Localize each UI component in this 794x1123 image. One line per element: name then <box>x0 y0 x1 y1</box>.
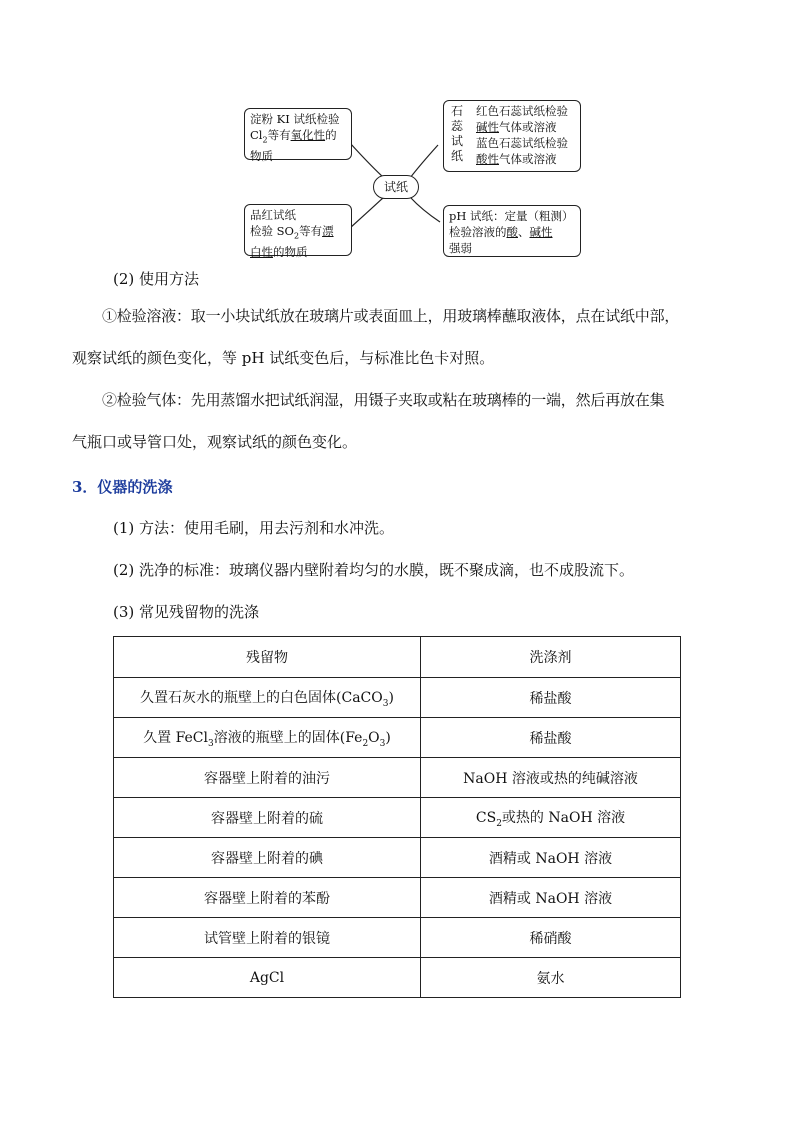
usage-item1-line2: 观察试纸的颜色变化，等 pH 试纸变色后，与标准比色卡对照。 <box>72 349 495 367</box>
box-oxidizing-line3: 物质 <box>250 149 273 164</box>
usage-item2-line1: ②检验气体：先用蒸馏水把试纸润湿，用镊子夹取或粘在玻璃棒的一端，然后再放在集 <box>102 391 665 409</box>
text: 或热的 NaOH 溶液 <box>501 809 626 826</box>
sub: 2 <box>496 818 502 829</box>
underlined-text: 碱性 <box>476 120 499 134</box>
table-row <box>114 958 681 998</box>
table-row <box>114 918 681 958</box>
box-oxidizing <box>244 108 352 164</box>
box-bleaching-line2 <box>250 223 346 244</box>
residue-cell: 容器壁上附着的油污 <box>114 758 421 798</box>
text: 、 <box>518 225 530 239</box>
text: 久置 FeCl <box>143 729 208 746</box>
residue-cell: AgCl <box>114 958 421 998</box>
usage-title: (2) 使用方法 <box>113 270 200 288</box>
header-residue: 残留物 <box>114 637 421 678</box>
table-row <box>114 718 681 758</box>
text: ) <box>388 689 394 706</box>
sub: 2 <box>362 738 369 749</box>
ph-line2 <box>449 224 575 240</box>
sub: 2 <box>293 231 300 241</box>
washing-common: (3) 常见残留物的洗涤 <box>113 603 260 621</box>
text: ) <box>385 729 391 746</box>
agent-cell: 酒精或 NaOH 溶液 <box>421 838 681 878</box>
text: 气体或溶液 <box>499 120 557 134</box>
ph-line1: pH 试纸：定量（粗测） <box>449 209 574 223</box>
text: 溶液的瓶壁上的固体(Fe <box>213 729 363 746</box>
underlined-text: 酸性 <box>476 152 499 166</box>
box-oxidizing-line1: 淀粉 KI 试纸检验 <box>250 112 340 126</box>
text: CS <box>475 809 497 826</box>
ph-line3: 强弱 <box>449 241 472 255</box>
washing-method: (1) 方法：使用毛刷，用去污剂和水冲洗。 <box>113 519 395 537</box>
usage-item1-line1: ①检验溶液：取一小块试纸放在玻璃片或表面皿上，用玻璃棒蘸取液体，点在试纸中部， <box>102 307 680 325</box>
text: 检验溶液的 <box>449 225 507 239</box>
washing-standard: (2) 洗净的标准：玻璃仪器内壁附着均匀的水膜，既不聚成滴，也不成股流下。 <box>113 561 635 579</box>
center-node: 试纸 <box>373 175 419 199</box>
residue-cell: 容器壁上附着的碘 <box>114 838 421 878</box>
litmus-line2 <box>476 119 575 135</box>
underlined-text: 漂 <box>322 224 334 238</box>
table-row <box>114 798 681 838</box>
underlined-text: 白性 <box>250 245 273 260</box>
table-row <box>114 838 681 878</box>
chem-cl: Cl <box>250 128 263 142</box>
text: 气体或溶液 <box>499 152 557 166</box>
sub: 2 <box>262 135 268 145</box>
agent-cell <box>421 798 681 838</box>
underlined-text: 碱性 <box>529 225 553 239</box>
litmus-line4 <box>476 151 575 167</box>
agent-cell: 氨水 <box>421 958 681 998</box>
text: 的 <box>325 128 337 142</box>
agent-cell: 稀盐酸 <box>421 678 681 718</box>
text: 检验 SO <box>250 224 294 238</box>
underlined-text: 氧化性 <box>290 128 326 142</box>
text: 等有 <box>267 128 291 142</box>
box-bleaching-line1: 品红试纸 <box>250 208 296 222</box>
residue-cell: 容器壁上附着的硫 <box>114 798 421 838</box>
sub: 3 <box>379 738 386 749</box>
residue-cell <box>114 678 421 718</box>
table-row <box>114 758 681 798</box>
usage-item2-line2: 气瓶口或导管口处，观察试纸的颜色变化。 <box>72 433 358 451</box>
header-agent: 洗涤剂 <box>421 637 681 678</box>
washing-heading: 3．仪器的洗涤 <box>72 478 173 496</box>
table-row <box>114 878 681 918</box>
agent-cell: NaOH 溶液或热的纯碱溶液 <box>421 758 681 798</box>
box-bleaching-line3 <box>250 244 346 260</box>
agent-cell: 酒精或 NaOH 溶液 <box>421 878 681 918</box>
residue-cell: 试管壁上附着的银镜 <box>114 918 421 958</box>
test-paper-diagram <box>0 0 794 270</box>
litmus-side-label: 石蕊试纸 <box>450 104 463 163</box>
text: 久置石灰水的瓶壁上的白色固体(CaCO <box>140 689 383 706</box>
text: 等有 <box>299 224 323 238</box>
sub: 3 <box>208 738 214 749</box>
litmus-line3: 蓝色石蕊试纸检验 <box>476 136 568 150</box>
box-oxidizing-line2 <box>250 127 346 148</box>
residue-table <box>113 636 681 998</box>
residue-cell <box>114 718 421 758</box>
text: 的物质 <box>273 245 308 260</box>
table-row <box>114 678 681 718</box>
text: O <box>368 729 380 746</box>
box-bleaching <box>244 204 352 260</box>
litmus-line1: 红色石蕊试纸检验 <box>476 104 568 118</box>
box-ph <box>443 205 581 257</box>
agent-cell: 稀硝酸 <box>421 918 681 958</box>
agent-cell: 稀盐酸 <box>421 718 681 758</box>
underlined-text: 酸 <box>506 225 518 239</box>
diagram-connectors <box>0 0 794 270</box>
sub: 3 <box>382 698 389 709</box>
table-header-row <box>114 637 681 678</box>
residue-cell: 容器壁上附着的苯酚 <box>114 878 421 918</box>
